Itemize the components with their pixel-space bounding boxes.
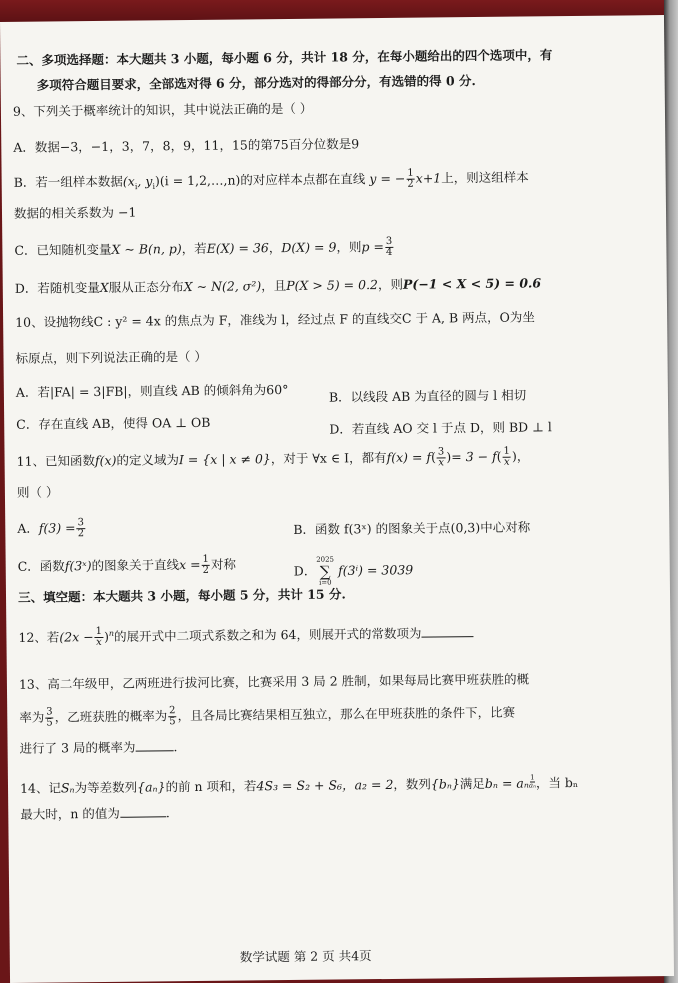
q9-b-pre: B．若一组样本数据 [13,173,123,190]
q10-option-a: A．若|FA| = 3|FB|，则直线 AB 的倾斜角为60° [15,382,289,400]
page-footer: 数学试题 第 2 页 共4页 [239,948,372,965]
q11-option-d: D． 2025 ∑ i=0 f(3ⁱ) = 3039 [293,555,414,587]
q9-c-dx: D(X) = 9 [281,239,337,256]
q14-exponent: $\frac{1}{\text{aₙ}}$ [528,773,536,790]
q13-line3: 进行了 3 局的概率为 . [19,739,178,756]
q12-answer-blank[interactable] [422,636,474,638]
q11-a-fraction: $\frac{3}{2}$ [77,517,85,540]
q9-c-dist: X ~ B(n, p) [111,241,182,257]
q10-option-d: D．若直线 AO 交 l 于点 D，则 BD ⊥ l [329,419,552,437]
section2-header-line2: 多项符合题目要求，全部选对得 6 分，部分选对的得部分分，有选错的得 0 分. [36,73,476,93]
q14-line1: 14、记Sₙ为等差数列{aₙ}的前 n 项和，若4S₃ = S₂ + S₆，a₂ = 2，数列{bₙ}满足bₙ = aₙ $\frac{1}{\text{aₙ}}$ ，当 bₙ [19,773,579,796]
q10-line2: 标原点，则下列说法正确的是（ ） [15,348,208,366]
q9-c-fraction: $\frac{3}{4}$ [385,235,393,258]
q9-b-fraction: $\frac{1}{2}$ [407,167,414,190]
q12-fraction: $\frac{1}{x}$ [95,626,103,649]
q13-line1: 13、高二年级甲，乙两班进行拔河比赛，比赛采用 3 局 2 胜制，如果每局比赛甲班获胜的概 [18,671,530,692]
q11-fraction-2: $\frac{1}{x}$ [503,445,510,468]
q13-fraction-1: $\frac{3}{5}$ [46,706,53,729]
q9-d-dist: X ~ N(2, σ²) [183,278,262,295]
q9-option-b-line2: 数据的相关系数为 −1 [13,204,137,221]
section3-header: 三、填空题：本大题共 3 小题，每小题 5 分，共计 15 分. [17,586,346,605]
q11-fraction-1: $\frac{3}{x}$ [437,446,445,469]
q9-option-a: A．数据−3，−1，3，7，8，9，11，15的第75百分位数是9 [13,136,360,155]
q11-d-sum: 2025 ∑ i=0 [316,555,335,587]
q9-c-ex: E(X) = 36 [206,240,269,256]
exam-page [0,15,674,983]
q9-option-b: B．若一组样本数据($x_i$, $y_i)(i$ = 1,2,…,n)的对应样本点都在直线 y = − $\frac{1}{2}$ x+1上，则这组样本 [13,167,529,192]
q10-line1: 10、设抛物线C : y² = 4x 的焦点为 F，准线为 l，经过点 F 的直线交C 于 A, B 两点，O为坐 [15,309,535,330]
q11-then: 则（ ） [16,484,59,500]
q10-option-b: B．以线段 AB 为直径的圆与 l 相切 [328,387,527,405]
q9-b-range: (i = 1,2,…,n) [159,172,241,189]
q11-option-a: A．f(3) = $\frac{3}{2}$ [17,517,85,540]
q11-option-c: C．函数f(3ˣ)的图象关于直线x = $\frac{1}{2}$ 对称 [17,553,237,576]
q9-stem: 9、下列关于概率统计的知识，其中说法正确的是（ ） [12,100,313,119]
q9-b-post: 上，则这组样本 [441,169,529,186]
q9-option-d: D．若随机变量X服从正态分布X ~ N(2, σ²)，且P(X > 5) = 0.2，则P(−1 < X < 5) = 0.6 [14,275,542,296]
q9-option-c: C．已知随机变量X ~ B(n, p)，若E(X) = 36，D(X) = 9，则p = $\frac{3}{4}$ [14,235,393,258]
q14-answer-blank[interactable] [120,816,166,817]
q14-condition: 4S₃ = S₂ + S₆，a₂ = 2 [256,776,394,794]
q9-b-eq-post: x+1 [415,170,442,186]
q11-domain: I = {x | x ≠ 0} [178,451,271,468]
q14-line2: 最大时，n 的值为 . [20,805,170,822]
q9-b-mid: 的对应样本点都在直线 [240,171,366,188]
q10-option-c: C．存在直线 AB，使得 OA ⊥ OB [16,414,211,432]
q11-c-fraction: $\frac{1}{2}$ [202,553,210,576]
section2-header-line1: 二、多项选择题：本大题共 3 小题，每小题 6 分，共计 18 分，在每小题给出的四个选项中，有 [16,47,553,68]
q12: 12、若(2x − $\frac{1}{x}$ )$^n$的展开式中二项式系数之和为 64，则展开式的常数项为 [18,621,473,649]
q14-formula: bₙ = aₙ [484,775,529,791]
q11-option-b: B．函数 f(3ˣ) 的图象关于点(0,3)中心对称 [293,519,531,537]
q11-stem: 11、已知函数f(x)的定义域为I = {x | x ≠ 0}，对于 ∀x ∈ I，都有f(x) = f( $\frac{3}{x}$ )= 3 − f( $\frac{1}{x}$ )， [16,445,530,469]
q13-answer-blank[interactable] [136,750,174,751]
q9-b-eq-pre: y = − [369,170,406,187]
q13-line2: 率为 $\frac{3}{5}$ ，乙班获胜的概率为 $\frac{2}{5}$ ，且各局比赛结果相互独立，那么在甲班获胜的条件下，比赛 [19,704,516,729]
q9-b-data: (x [122,173,135,189]
q13-fraction-2: $\frac{2}{5}$ [169,705,176,728]
